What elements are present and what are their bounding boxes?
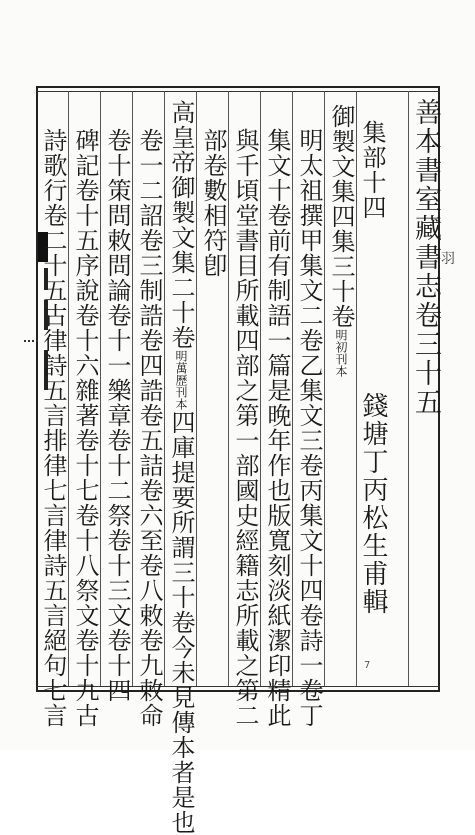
compiler-credit: 錢塘丁丙松生甫輯 (358, 392, 388, 616)
column-rule (100, 91, 101, 686)
book-title: 善本書室藏書志卷三十五 (410, 98, 441, 417)
entry-body-line: 集文十卷前有制語一篇是晚年作也版寬刻淡紙潔印精此 (263, 128, 291, 728)
entry-body-line: 卷十策問敕問論卷十一樂章卷十二祭卷十三文卷十四 (103, 128, 131, 703)
section-heading: 集部十四 (358, 120, 386, 220)
column-rule (324, 91, 325, 686)
column-rule (164, 91, 165, 686)
edge-mark: 羽 (441, 251, 455, 267)
column-rule (260, 91, 261, 686)
entry-title: 高皇帝御製文集二十卷明萬歷刊本四庫提要所謂三十卷今未見傳本者是也 (167, 100, 195, 835)
column-rule (408, 91, 409, 686)
entry-body-line: 詩歌行卷二十五古律詩五言排律七言律詩五言絕句七言 (39, 128, 67, 728)
frame-top-rule (36, 91, 440, 92)
fold-dots (24, 340, 38, 348)
entry-body-line: 與千頃堂書目所載四部之第一部國史經籍志所載之第二 (231, 128, 259, 728)
entry-body-line: 卷一二詔卷三制誥卷四誥卷五詰卷六至卷八敕卷九敕命 (135, 128, 163, 728)
entry-body-line: 明太祖撰甲集文二卷乙集文三卷丙集文十四卷詩一卷丁 (295, 128, 323, 728)
column-rule (68, 91, 69, 686)
column-rule (228, 91, 229, 686)
column-rule (132, 91, 133, 686)
column-rule (196, 91, 197, 686)
column-rule (292, 91, 293, 686)
entry-body-line: 碑記卷十五序說卷十六雜著卷十七卷十八祭文卷十九古 (71, 128, 99, 728)
page-marker: 7 (364, 660, 371, 671)
column-rule (356, 91, 357, 686)
edition-note: 明萬歷刊本 (174, 350, 188, 410)
edition-note: 明初刊本 (334, 329, 348, 377)
entry-title: 御製文集四集三十卷明初刊本 (327, 104, 355, 377)
entry-body-line: 部卷數相符卽 (199, 128, 227, 278)
